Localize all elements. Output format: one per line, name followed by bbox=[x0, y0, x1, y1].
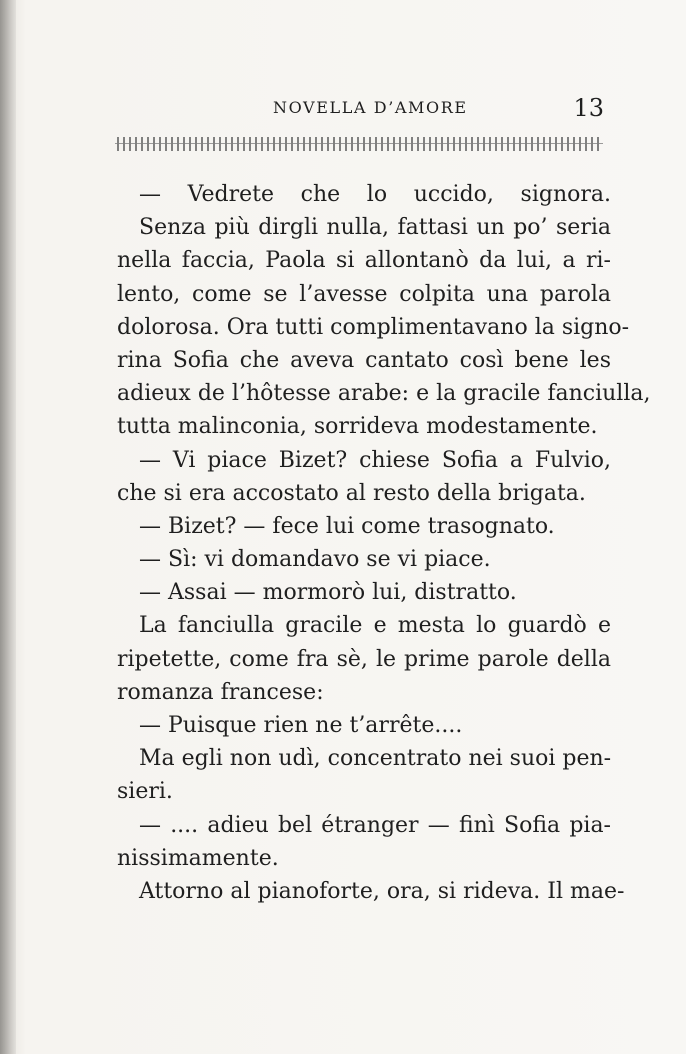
text-line: ripetette, come fra sè, le prime parole della bbox=[117, 646, 611, 672]
text-line: Attorno al pianoforte, ora, si rideva. Il mae- bbox=[139, 878, 625, 904]
text-line: sieri. bbox=[117, 779, 173, 805]
text-line: — Puisque rien ne t’arrête.... bbox=[139, 713, 463, 738]
text-line: tutta malinconia, sorrideva modestamente. bbox=[117, 414, 598, 440]
text-line: lento, come se l’avesse colpita una parola bbox=[117, 281, 611, 307]
page-header bbox=[118, 94, 604, 130]
text-line: — Assai — mormorò lui, distratto. bbox=[139, 580, 517, 606]
running-head: NOVELLA D’AMORE bbox=[273, 98, 468, 117]
text-line: — Bizet? — fece lui come trasognato. bbox=[139, 513, 555, 539]
text-line: — Vi piace Bizet? chiese Sofia a Fulvio, bbox=[139, 447, 611, 473]
text-line: — Vedrete che lo uccido, signora. bbox=[139, 182, 611, 207]
text-line: che si era accostato al resto della brigata. bbox=[117, 480, 586, 506]
text-line: — Sì: vi domandavo se vi piace. bbox=[139, 547, 491, 573]
page-spine-shadow bbox=[0, 0, 16, 1054]
page-text-block bbox=[117, 178, 651, 908]
text-line: La fanciulla gracile e mesta lo guardò e bbox=[139, 613, 611, 639]
text-line: nissimamente. bbox=[117, 845, 279, 871]
text-line: nella faccia, Paola si allontanò da lui, a ri- bbox=[117, 248, 611, 274]
text-line: dolorosa. Ora tutti complimentavano la signo- bbox=[117, 314, 630, 340]
text-line: Senza più dirgli nulla, fattasi un po’ seria bbox=[139, 215, 611, 241]
text-line: Ma egli non udì, concentrato nei suoi pen- bbox=[139, 746, 612, 772]
text-line: rina Sofia che aveva cantato così bene les bbox=[117, 347, 611, 373]
text-line: adieux de l’hôtesse arabe: e la gracile fanciulla, bbox=[117, 381, 651, 407]
text-line: romanza francese: bbox=[117, 679, 324, 705]
text-line: — .... adieu bel étranger — finì Sofia pia- bbox=[139, 812, 611, 838]
header-ornament bbox=[115, 137, 603, 151]
page-number: 13 bbox=[573, 94, 604, 122]
